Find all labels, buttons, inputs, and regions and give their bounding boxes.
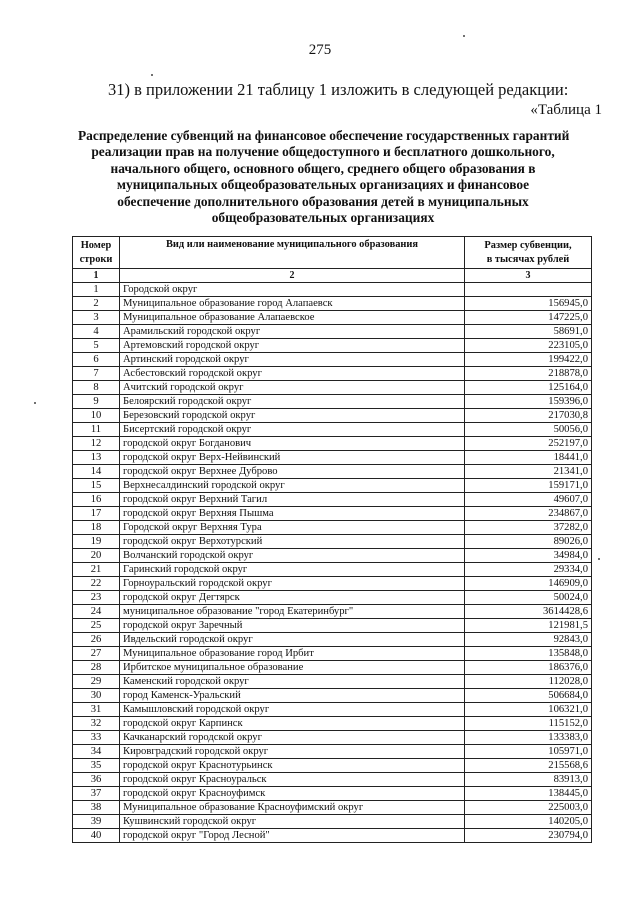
municipality-cell: Волчанский городской округ	[120, 549, 465, 563]
row-number-cell: 29	[73, 675, 120, 689]
row-number-cell: 37	[73, 787, 120, 801]
amount-cell: 230794,0	[465, 829, 592, 843]
table-row	[73, 367, 592, 381]
row-number-cell: 9	[73, 395, 120, 409]
amount-cell: 37282,0	[465, 521, 592, 535]
municipality-cell: Горноуральский городской округ	[120, 577, 465, 591]
row-number-cell: 3	[73, 311, 120, 325]
amount-cell: 159396,0	[465, 395, 592, 409]
amount-cell: 252197,0	[465, 437, 592, 451]
heading-line: реализации прав на получение общедоступного и бесплатного дошкольного,	[91, 144, 555, 160]
table-heading	[78, 128, 568, 226]
municipality-cell: Артинский городской округ	[120, 353, 465, 367]
amount-cell: 106321,0	[465, 703, 592, 717]
amount-cell: 223105,0	[465, 339, 592, 353]
amount-cell: 29334,0	[465, 563, 592, 577]
row-number-cell: 19	[73, 535, 120, 549]
table-row	[73, 717, 592, 731]
row-number-cell: 12	[73, 437, 120, 451]
row-number-cell: 15	[73, 479, 120, 493]
table-row	[73, 549, 592, 563]
municipality-cell: Качканарский городской округ	[120, 731, 465, 745]
table-row	[73, 297, 592, 311]
row-number-cell: 33	[73, 731, 120, 745]
heading-line: обеспечение дополнительного образования детей в муниципальных	[117, 193, 529, 209]
amount-cell: 135848,0	[465, 647, 592, 661]
table-row	[73, 563, 592, 577]
row-number-cell: 34	[73, 745, 120, 759]
municipality-cell: Муниципальное образование Алапаевское	[120, 311, 465, 325]
table-row	[73, 507, 592, 521]
table-row	[73, 437, 592, 451]
row-number-cell: 16	[73, 493, 120, 507]
municipality-cell: Арамильский городской округ	[120, 325, 465, 339]
scan-speck	[598, 558, 600, 560]
municipality-cell: Камышловский городской округ	[120, 703, 465, 717]
table-row	[73, 773, 592, 787]
amount-cell: 89026,0	[465, 535, 592, 549]
amount-cell: 506684,0	[465, 689, 592, 703]
table-row	[73, 535, 592, 549]
amount-cell: 34984,0	[465, 549, 592, 563]
amount-cell: 218878,0	[465, 367, 592, 381]
amount-cell: 50056,0	[465, 423, 592, 437]
row-number-cell: 28	[73, 661, 120, 675]
table-row	[73, 661, 592, 675]
municipality-cell: Артемовский городской округ	[120, 339, 465, 353]
table-body	[73, 283, 592, 843]
table-row	[73, 465, 592, 479]
column-number-row	[73, 269, 592, 283]
amount-cell: 140205,0	[465, 815, 592, 829]
amount-cell: 3614428,6	[465, 605, 592, 619]
table-row	[73, 591, 592, 605]
row-number-cell: 17	[73, 507, 120, 521]
municipality-cell: городской округ Карпинск	[120, 717, 465, 731]
municipality-cell: Бисертский городской округ	[120, 423, 465, 437]
table-row	[73, 493, 592, 507]
municipality-cell: городской округ Дегтярск	[120, 591, 465, 605]
row-number-cell: 4	[73, 325, 120, 339]
amount-cell: 146909,0	[465, 577, 592, 591]
amount-cell: 215568,6	[465, 759, 592, 773]
amount-cell: 115152,0	[465, 717, 592, 731]
municipality-cell: Березовский городской округ	[120, 409, 465, 423]
row-number-cell: 30	[73, 689, 120, 703]
table-row	[73, 521, 592, 535]
row-number-cell: 7	[73, 367, 120, 381]
municipality-cell: городской округ Верхотурский	[120, 535, 465, 549]
amount-cell: 217030,8	[465, 409, 592, 423]
municipality-cell: Гаринский городской округ	[120, 563, 465, 577]
amount-cell: 133383,0	[465, 731, 592, 745]
municipality-cell: Кушвинский городской округ	[120, 815, 465, 829]
heading-line: Распределение субвенций на финансовое обеспечение государственных гарантий	[78, 128, 570, 143]
municipality-cell: город Каменск-Уральский	[120, 689, 465, 703]
municipality-cell: Муниципальное образование город Алапаевск	[120, 297, 465, 311]
table-row	[73, 689, 592, 703]
column-number: 1	[73, 269, 120, 283]
municipality-cell: городской округ Богданович	[120, 437, 465, 451]
municipality-cell: Муниципальное образование Красноуфимский округ	[120, 801, 465, 815]
table-row	[73, 339, 592, 353]
table-row	[73, 787, 592, 801]
header-amount	[465, 237, 592, 269]
subsidy-table	[72, 236, 592, 843]
amount-cell: 159171,0	[465, 479, 592, 493]
row-number-cell: 39	[73, 815, 120, 829]
intro-text: 31) в приложении 21 таблицу 1 изложить в следующей редакции:	[108, 80, 569, 99]
header-row-number	[73, 237, 120, 269]
page-number: 275	[308, 42, 332, 58]
row-number-cell: 27	[73, 647, 120, 661]
table-row	[73, 619, 592, 633]
heading-line: муниципальных общеобразовательных организациях и финансовое	[116, 177, 530, 193]
row-number-cell: 2	[73, 297, 120, 311]
header-row-number-line2: строки	[79, 253, 113, 265]
row-number-cell: 38	[73, 801, 120, 815]
amount-cell: 50024,0	[465, 591, 592, 605]
municipality-cell: Ивдельский городской округ	[120, 633, 465, 647]
municipality-cell: городской округ Краснотурьинск	[120, 759, 465, 773]
row-number-cell: 40	[73, 829, 120, 843]
municipality-cell: Городской округ	[120, 283, 465, 297]
municipality-cell: городской округ Заречный	[120, 619, 465, 633]
column-number: 2	[120, 269, 465, 283]
row-number-cell: 32	[73, 717, 120, 731]
row-number-cell: 8	[73, 381, 120, 395]
amount-cell	[465, 283, 592, 297]
amount-cell: 156945,0	[465, 297, 592, 311]
municipality-cell: Ирбитское муниципальное образование	[120, 661, 465, 675]
row-number-cell: 21	[73, 563, 120, 577]
table-row	[73, 311, 592, 325]
scan-speck	[151, 74, 153, 76]
row-number-cell: 18	[73, 521, 120, 535]
header-amount-line1: Размер субвенции,	[484, 239, 572, 251]
row-number-cell: 6	[73, 353, 120, 367]
heading-line: общеобразовательных организациях	[211, 210, 435, 226]
amount-cell: 112028,0	[465, 675, 592, 689]
table-row	[73, 423, 592, 437]
amount-cell: 125164,0	[465, 381, 592, 395]
table-row	[73, 605, 592, 619]
municipality-cell: Городской округ Верхняя Тура	[120, 521, 465, 535]
table-row	[73, 479, 592, 493]
table-row	[73, 703, 592, 717]
row-number-cell: 35	[73, 759, 120, 773]
table-row	[73, 577, 592, 591]
amount-cell: 138445,0	[465, 787, 592, 801]
row-number-cell: 13	[73, 451, 120, 465]
municipality-cell: городской округ Верхняя Пышма	[120, 507, 465, 521]
scan-speck	[34, 402, 36, 404]
table-row	[73, 633, 592, 647]
amount-cell: 18441,0	[465, 451, 592, 465]
table-row	[73, 815, 592, 829]
row-number-cell: 24	[73, 605, 120, 619]
municipality-cell: городской округ Верхнее Дуброво	[120, 465, 465, 479]
row-number-cell: 26	[73, 633, 120, 647]
municipality-cell: Каменский городской округ	[120, 675, 465, 689]
amount-cell: 199422,0	[465, 353, 592, 367]
amount-cell: 121981,5	[465, 619, 592, 633]
table-row	[73, 451, 592, 465]
header-row-number-line1: Номер	[80, 239, 112, 251]
header-amount-line2: в тысячах рублей	[486, 253, 570, 265]
municipality-cell: городской округ Верх-Нейвинский	[120, 451, 465, 465]
table-row	[73, 759, 592, 773]
table-row	[73, 829, 592, 843]
scan-speck	[463, 35, 465, 37]
municipality-cell: Верхнесалдинский городской округ	[120, 479, 465, 493]
municipality-cell: городской округ Красноуфимск	[120, 787, 465, 801]
row-number-cell: 5	[73, 339, 120, 353]
table-row	[73, 353, 592, 367]
header-municipality: Вид или наименование муниципального образования	[120, 237, 465, 269]
municipality-cell: городской округ Красноуральск	[120, 773, 465, 787]
amount-cell: 186376,0	[465, 661, 592, 675]
row-number-cell: 1	[73, 283, 120, 297]
amount-cell: 83913,0	[465, 773, 592, 787]
municipality-cell: Муниципальное образование город Ирбит	[120, 647, 465, 661]
municipality-cell: муниципальное образование "город Екатеринбург"	[120, 605, 465, 619]
row-number-cell: 31	[73, 703, 120, 717]
table-row	[73, 395, 592, 409]
table-row	[73, 647, 592, 661]
municipality-cell: Белоярский городской округ	[120, 395, 465, 409]
table-row	[73, 745, 592, 759]
table-row	[73, 731, 592, 745]
table-header-row	[73, 237, 592, 269]
table-row	[73, 325, 592, 339]
municipality-cell: Кировградский городской округ	[120, 745, 465, 759]
heading-line: начального общего, основного общего, среднего общего образования в	[110, 160, 536, 176]
amount-cell: 49607,0	[465, 493, 592, 507]
row-number-cell: 22	[73, 577, 120, 591]
municipality-cell: городской округ "Город Лесной"	[120, 829, 465, 843]
column-number: 3	[465, 269, 592, 283]
table-row	[73, 409, 592, 423]
row-number-cell: 10	[73, 409, 120, 423]
row-number-cell: 20	[73, 549, 120, 563]
amount-cell: 234867,0	[465, 507, 592, 521]
row-number-cell: 11	[73, 423, 120, 437]
amount-cell: 105971,0	[465, 745, 592, 759]
municipality-cell: городской округ Верхний Тагил	[120, 493, 465, 507]
row-number-cell: 25	[73, 619, 120, 633]
amount-cell: 21341,0	[465, 465, 592, 479]
amount-cell: 147225,0	[465, 311, 592, 325]
amount-cell: 92843,0	[465, 633, 592, 647]
amount-cell: 58691,0	[465, 325, 592, 339]
row-number-cell: 23	[73, 591, 120, 605]
table-row	[73, 381, 592, 395]
municipality-cell: Ачитский городской округ	[120, 381, 465, 395]
row-number-cell: 14	[73, 465, 120, 479]
row-number-cell: 36	[73, 773, 120, 787]
table-row	[73, 283, 592, 297]
municipality-cell: Асбестовский городской округ	[120, 367, 465, 381]
table-row	[73, 675, 592, 689]
table-reference: «Таблица 1	[530, 102, 602, 118]
table-row	[73, 801, 592, 815]
amount-cell: 225003,0	[465, 801, 592, 815]
